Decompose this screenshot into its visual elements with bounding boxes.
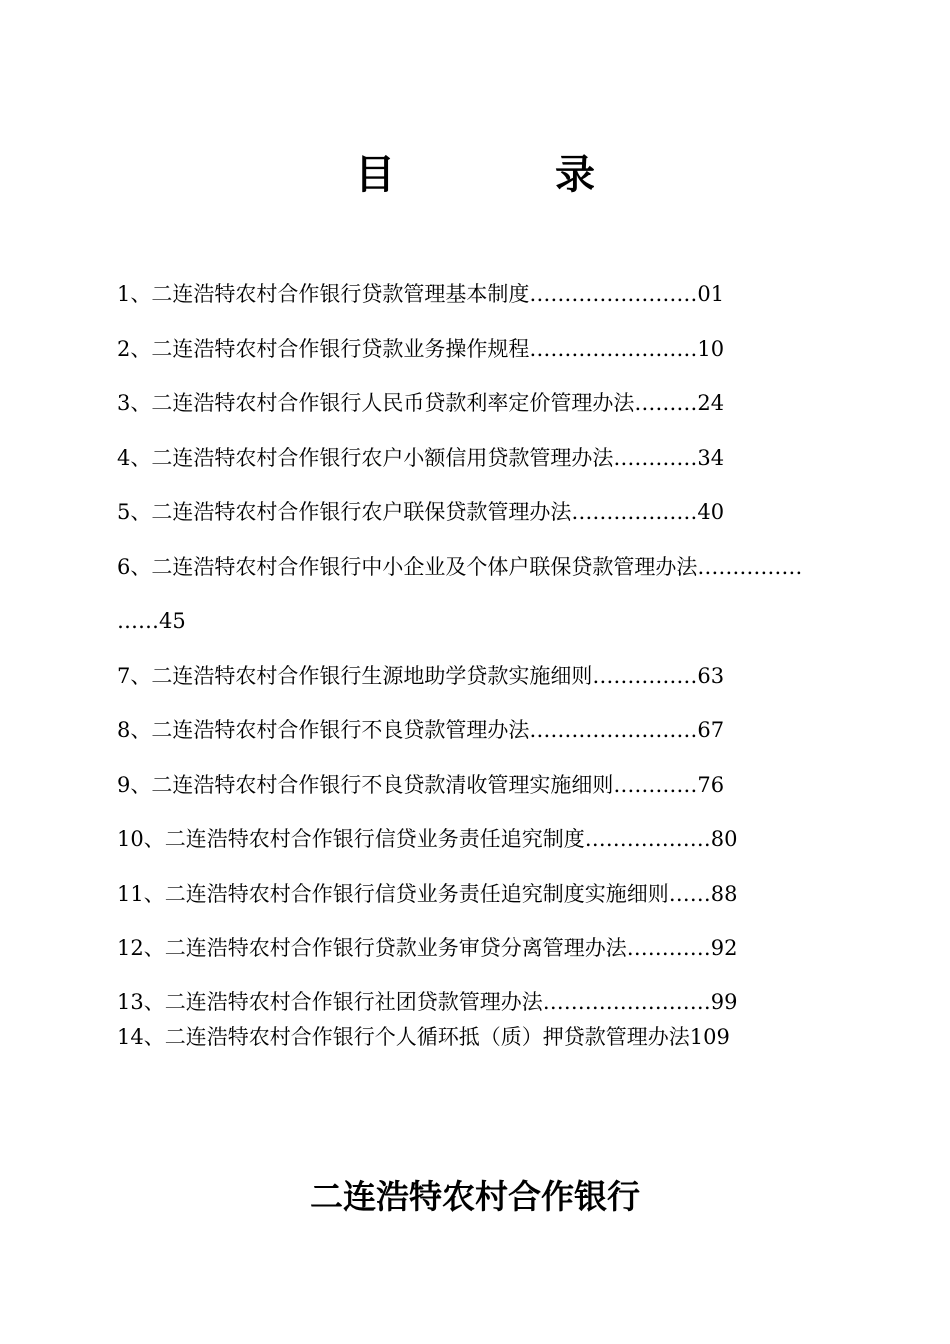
toc-entry-1: 1、二连浩特农村合作银行贷款管理基本制度……………………01 bbox=[117, 282, 725, 306]
toc-entry-2: 2、二连浩特农村合作银行贷款业务操作规程……………………10 bbox=[117, 337, 725, 361]
title-char-1: 目 bbox=[355, 152, 395, 198]
toc-entry-9: 9、二连浩特农村合作银行不良贷款清收管理实施细则…………76 bbox=[117, 773, 725, 797]
organization-name: 二连浩特农村合作银行 bbox=[310, 1177, 640, 1216]
toc-entry-6-continued: ……45 bbox=[117, 609, 186, 633]
title-char-2: 录 bbox=[555, 152, 595, 198]
toc-entry-14: 14、二连浩特农村合作银行个人循环抵（质）押贷款管理办法109 bbox=[117, 1025, 730, 1049]
page-title bbox=[0, 150, 950, 200]
toc-entry-6: 6、二连浩特农村合作银行中小企业及个体户联保贷款管理办法…………… bbox=[117, 555, 803, 579]
toc-entry-11: 11、二连浩特农村合作银行信贷业务责任追究制度实施细则……88 bbox=[117, 882, 738, 906]
toc-entry-13: 13、二连浩特农村合作银行社团贷款管理办法……………………99 bbox=[117, 990, 738, 1014]
toc-entry-8: 8、二连浩特农村合作银行不良贷款管理办法……………………67 bbox=[117, 718, 725, 742]
toc-entry-7: 7、二连浩特农村合作银行生源地助学贷款实施细则……………63 bbox=[117, 664, 725, 688]
toc-entry-12: 12、二连浩特农村合作银行贷款业务审贷分离管理办法…………92 bbox=[117, 936, 738, 960]
toc-entry-10: 10、二连浩特农村合作银行信贷业务责任追究制度………………80 bbox=[117, 827, 738, 851]
toc-entry-5: 5、二连浩特农村合作银行农户联保贷款管理办法………………40 bbox=[117, 500, 725, 524]
toc-entry-4: 4、二连浩特农村合作银行农户小额信用贷款管理办法…………34 bbox=[117, 446, 725, 470]
toc-entry-3: 3、二连浩特农村合作银行人民币贷款利率定价管理办法………24 bbox=[117, 391, 725, 415]
